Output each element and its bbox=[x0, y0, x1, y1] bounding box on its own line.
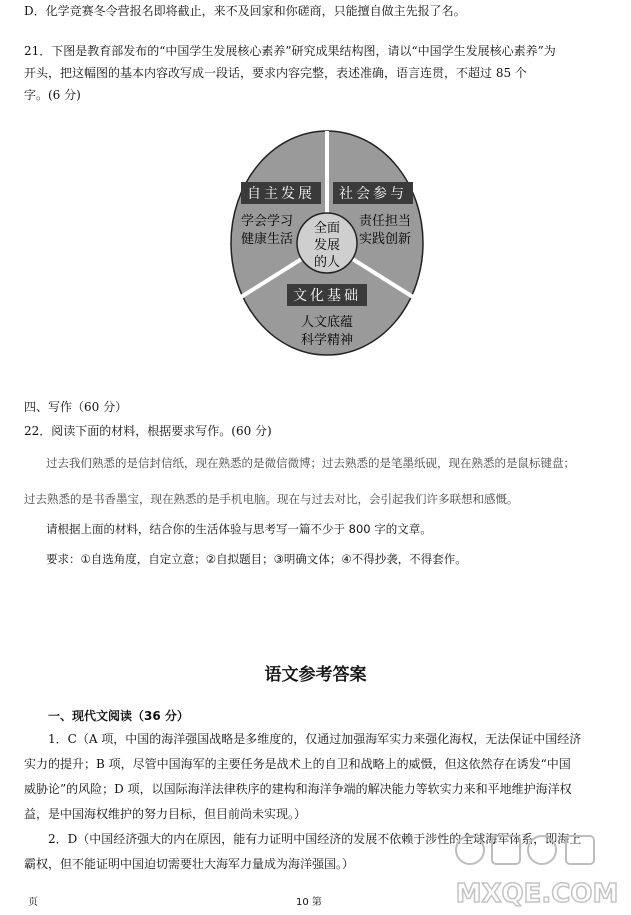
answers-section-1: 一、现代文阅读（36 分） bbox=[48, 709, 189, 723]
sector-bottom-item-2: 科学精神 bbox=[300, 333, 354, 348]
answer-2-line-1: 2．D（中国经济强大的内在原因，能有力证明中国经济的发展不依赖于涉性的全球海军体系，即海上 bbox=[48, 832, 582, 846]
sector-right-item-2: 实践创新 bbox=[358, 232, 412, 247]
sector-bottom-item-1: 人文底蕴 bbox=[300, 315, 354, 330]
sector-left-item-2: 健康生活 bbox=[240, 232, 294, 247]
q22-prompt: 22．阅读下面的材料，根据要求写作。(60 分) bbox=[24, 424, 272, 438]
answer-2-line-2: 霸权，但不能证明中国迫切需要壮大海军力量成为海洋强国。） bbox=[24, 857, 355, 871]
watermark-text: MXQE.COM bbox=[455, 879, 619, 909]
sector-left-title: 自主发展 bbox=[247, 186, 315, 202]
answer-1-line-4: 益，是中国海权维护的努力目标，但目前尚未实现。） bbox=[24, 807, 307, 821]
answer-key-title: 语文参考答案 bbox=[264, 665, 367, 685]
sector-right-item-1: 责任担当 bbox=[358, 214, 412, 229]
q21-line-1: 21．下图是教育部发布的“中国学生发展核心素养”研究成果结构图，请以“中国学生发展核心素养”为 bbox=[24, 44, 556, 58]
answer-1-line-2: 实力的提升；B 项，尽管中国海军的主要任务是战术上的自卫和战略上的威慑，但这依然存在诱发“中国 bbox=[24, 757, 571, 771]
q22-instruction: 请根据上面的材料，结合你的生活体验与思考写一篇不少于 800 字的文章。 bbox=[46, 522, 432, 536]
q22-material-line-2: 过去熟悉的是书香墨宝，现在熟悉的是手机电脑。现在与过去对比，会引起我们许多联想和感慨。 bbox=[24, 492, 519, 506]
q21-line-3: 字。(6 分) bbox=[24, 88, 81, 102]
center-line-2: 发展 bbox=[313, 238, 341, 253]
answer-1-line-1: 1．C（A 项，中国的海洋强国战略是多维度的，仅通过加强海军实力来强化海权，无法保证中国经济 bbox=[48, 732, 582, 746]
watermark-logo bbox=[448, 820, 626, 912]
sector-left-item-1: 学会学习 bbox=[240, 214, 294, 229]
sector-bottom-title: 文化基础 bbox=[293, 288, 361, 304]
footer-page-number: 10 第 bbox=[296, 897, 322, 908]
answer-1-line-3: 威胁论”的风险；D 项，以国际海洋法律秩序的建构和海洋争端的解决能力等软实力来和平地维护海洋权 bbox=[24, 782, 572, 796]
footer-left: 页 bbox=[28, 897, 38, 908]
q21-line-2: 开头，把这幅图的基本内容改写成一段话，要求内容完整，表述准确，语言连贯，不超过 85 个 bbox=[24, 66, 527, 80]
core-literacy-diagram bbox=[227, 125, 427, 365]
center-line-1: 全面 bbox=[313, 221, 341, 236]
q22-material-line-1: 过去我们熟悉的是信封信纸，现在熟悉的是微信微博；过去熟悉的是笔墨纸砚，现在熟悉的是鼠标键盘； bbox=[46, 456, 575, 470]
q22-requirements: 要求：①自选角度，自定立意；②自拟题目；③明确文体；④不得抄袭，不得套作。 bbox=[46, 552, 467, 566]
sector-right-title: 社会参与 bbox=[339, 186, 407, 202]
q20-option-d: D．化学竞赛冬令营报名即将截止，来不及回家和你磋商，只能擅自做主先报了名。 bbox=[24, 4, 466, 18]
center-line-3: 的人 bbox=[313, 255, 341, 270]
section-4-heading: 四、写作（60 分） bbox=[24, 400, 128, 414]
